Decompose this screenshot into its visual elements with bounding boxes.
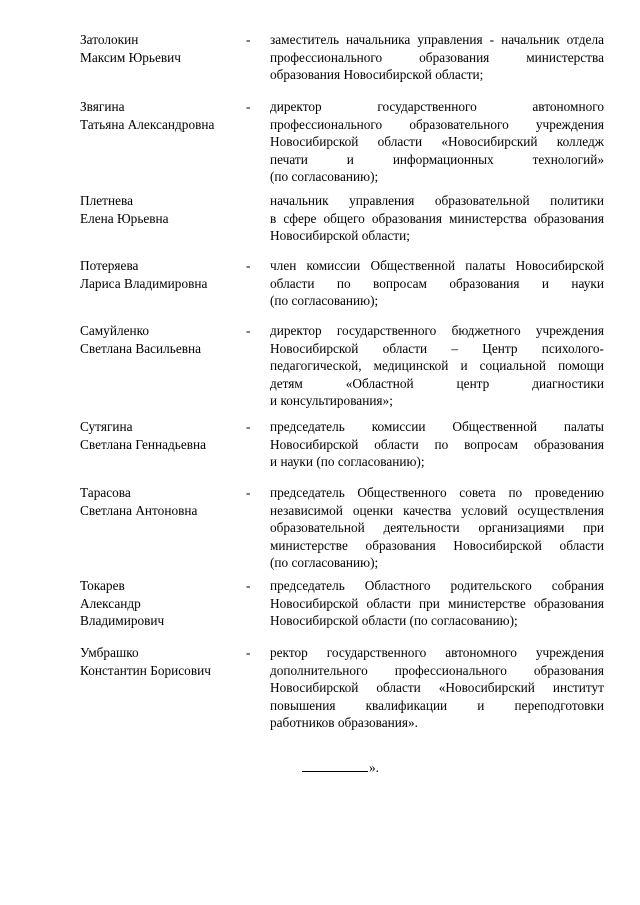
member-name-line: Светлана Антоновна [80, 502, 198, 518]
closing-quote: ». [369, 760, 379, 775]
member-position-line: председатель комиссии Общественной палаты [270, 419, 604, 434]
member-name [80, 322, 250, 357]
member-position-line: ректор государственного автономного учреждения [270, 645, 604, 660]
member-position-line: Новосибирской области – Центр психолого- [270, 340, 604, 356]
member-dash: - [246, 323, 251, 338]
member-position-line: образовательной деятельности организациями при [270, 520, 604, 536]
member-position-line: в сфере общего образования министерства образования [270, 210, 604, 226]
member-position-line: области по вопросам образования и науки [270, 275, 604, 291]
member-name-line: Владимирович [80, 613, 165, 629]
member-position-line: Новосибирской области по вопросам образования [270, 436, 604, 452]
member-position-line: Новосибирской области при министерстве образования [270, 595, 604, 611]
member-position [270, 257, 604, 310]
member-dash: - [246, 485, 251, 500]
member-name [80, 418, 250, 453]
member-position-line: Новосибирской области; [270, 228, 410, 244]
member-position-line: Новосибирской области (по согласованию); [270, 613, 518, 629]
member-name [80, 644, 250, 679]
member-dash: - [246, 258, 251, 273]
member-name-line: Затолокин [80, 32, 139, 47]
member-name-line: Константин Борисович [80, 662, 211, 678]
member-dash: - [246, 645, 251, 660]
member-position [270, 484, 604, 572]
member-position-line: министерстве образования Новосибирской области [270, 537, 604, 553]
member-position-line: председатель Областного родительского собрания [270, 578, 604, 593]
member-position-line: член комиссии Общественной палаты Новосибирской [270, 258, 604, 273]
member-name-line: Александр [80, 595, 141, 611]
member-position-line: начальник управления образовательной политики [270, 193, 604, 208]
member-name-line: Тарасова [80, 485, 131, 500]
member-position-line: педагогической, медицинской и социальной помощи [270, 358, 604, 374]
member-position [270, 31, 604, 84]
member-position [270, 192, 604, 245]
member-name-line: Светлана Васильевна [80, 340, 202, 356]
member-name-line: Плетнева [80, 193, 133, 208]
member-name [80, 98, 250, 133]
member-name [80, 484, 250, 519]
member-name-line: Токарев [80, 578, 125, 593]
member-name [80, 31, 250, 66]
member-position-line: председатель Общественного совета по проведению [270, 485, 604, 500]
member-position-line: (по согласованию); [270, 293, 379, 309]
member-name-line: Звягина [80, 99, 125, 114]
member-position [270, 577, 604, 630]
member-name-line: Светлана Геннадьевна [80, 436, 207, 452]
member-dash: - [246, 99, 251, 114]
member-name [80, 257, 250, 292]
member-name-line: Потеряева [80, 258, 139, 273]
member-name-line: Татьяна Александровна [80, 116, 215, 132]
member-position [270, 98, 604, 186]
member-position-line: Новосибирской области «Новосибирский колледж [270, 134, 604, 150]
member-position-line: заместитель начальника управления - начальник отдела [270, 32, 604, 47]
member-name-line: Умбрашко [80, 645, 139, 660]
member-position-line: директор государственного автономного [270, 99, 604, 114]
member-position-line: независимой оценки качества условий осуществления [270, 502, 604, 518]
member-position-line: директор государственного бюджетного учреждения [270, 323, 604, 338]
member-position-line: профессионального образовательного учреждения [270, 116, 604, 132]
member-name-line: Лариса Владимировна [80, 275, 208, 291]
member-dash: - [246, 578, 251, 593]
member-name [80, 192, 250, 227]
member-name-line: Елена Юрьевна [80, 210, 169, 226]
member-position-line: и консультирования»; [270, 393, 393, 409]
member-dash: - [246, 32, 251, 47]
member-position-line: работников образования». [270, 715, 418, 731]
member-position-line: профессионального образования министерства [270, 49, 604, 65]
member-name-line: Самуйленко [80, 323, 150, 338]
member-name-line: Сутягина [80, 419, 133, 434]
closing-mark [302, 759, 379, 777]
signature-underline [302, 760, 368, 772]
member-position [270, 644, 604, 732]
member-position-line: (по согласованию); [270, 169, 379, 185]
member-position [270, 418, 604, 471]
member-position-line: детям «Областной центр диагностики [270, 375, 604, 391]
member-position-line: повышения квалификации и переподготовки [270, 697, 604, 713]
member-name [80, 577, 250, 630]
member-position-line: дополнительного профессионального образования [270, 662, 604, 678]
member-position-line: Новосибирской области «Новосибирский институт [270, 680, 604, 696]
member-position-line: и науки (по согласованию); [270, 454, 425, 470]
member-position [270, 322, 604, 410]
member-position-line: (по согласованию); [270, 555, 379, 571]
member-dash: - [246, 419, 251, 434]
member-position-line: печати и информационных технологий» [270, 151, 604, 167]
member-name-line: Максим Юрьевич [80, 49, 181, 65]
member-position-line: образования Новосибирской области; [270, 67, 484, 83]
